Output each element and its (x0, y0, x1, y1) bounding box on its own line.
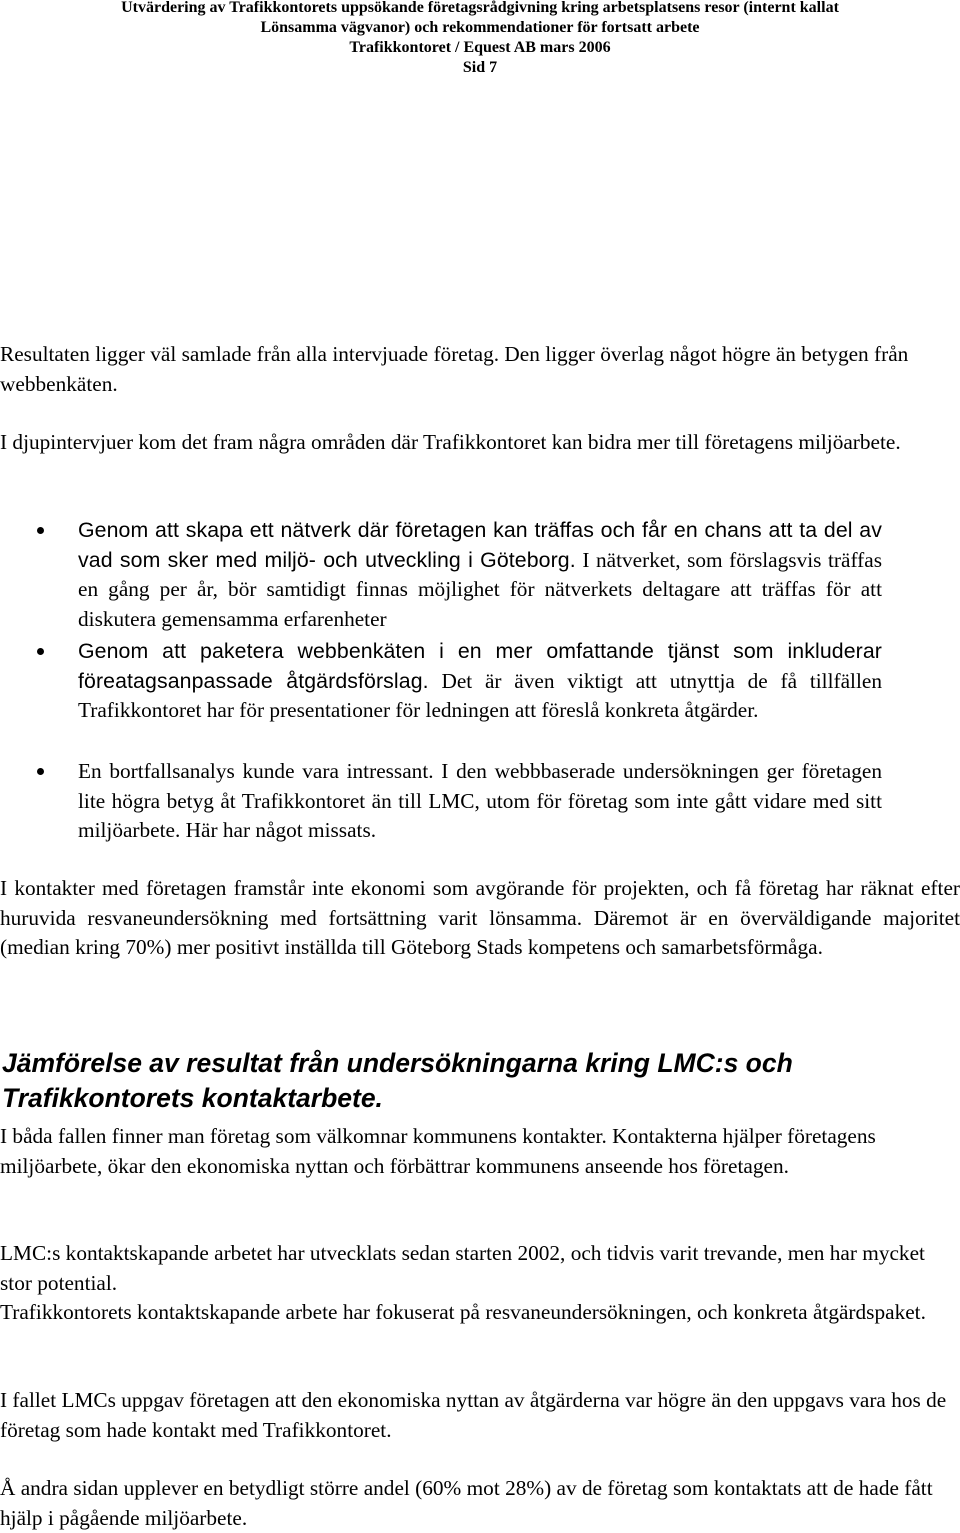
bullet-dot-icon (37, 768, 44, 775)
economic-benefit-paragraph: I fallet LMCs uppgav företagen att den ekonomiska nyttan av åtgärderna var högre än den uppgavs vara hos de företag som hade kontakt med Trafikkontoret. (0, 1388, 947, 1442)
results-paragraph: Resultaten ligger väl samlade från alla intervjuade företag. Den ligger överlag något högre än betygen från webbenkäten. (0, 342, 909, 396)
header-author-date: Trafikkontoret / Equest AB mars 2006 (349, 39, 611, 56)
comparison-paragraph: I båda fallen finner man företag som välkomnar kommunens kontakter. Kontakterna hjälper företagens miljöarbete, ökar den ekonomiska nyttan och förbättrar kommunens anseende hos företagen. (0, 1124, 876, 1178)
bullet-text-network-cont: I nätverket, som förslagsvis träffas en gång per år, bör samtidigt finnas möjlighet för nätverkets deltagare att träffas för att diskutera gemensamma erfarenheter (78, 547, 882, 631)
page-header (0, 0, 960, 78)
bullet-text-dropout: En bortfallsanalys kunde vara intressant. I den webbbaserade undersökningen ger företagen lite högra betyg åt Trafikkontoret än till LMC, utom för företag som inte gått vidare med sitt miljöarbete. Här har något missats. (78, 759, 882, 843)
header-report-title: Utvärdering av Trafikkontorets uppsökande företagsrådgivning kring arbetsplatsens resor (internt kallat (121, 0, 839, 16)
bullet-item-dropout (78, 757, 882, 846)
bullet-item-network (78, 516, 882, 634)
header-report-subtitle: Lönsamma vägvanor) och rekommendationer för fortsatt arbete (260, 19, 700, 36)
bullet-text-network: Genom att skapa ett nätverk där företagen kan träffas och får en chans att ta del av vad som sker med miljö- och utveckling i Göteborg. (78, 518, 882, 572)
economy-paragraph: I kontakter med företagen framstår inte ekonomi som avgörande för projekten, och få företag har räknat efter huruvida resvaneundersökning med fortsättning varit lönsamma. Däremot är en överväldigande majoritet (median kring 70%) mer positivt inställda till Göteborg Stads kompetens och samarbetsförmåga. (0, 876, 960, 960)
bullet-dot-icon (37, 648, 44, 655)
section-heading: Jämförelse av resultat från undersökningarna kring LMC:s och Trafikkontorets kontaktarbete. (2, 1048, 793, 1113)
bullet-text-package-cont: Det är även viktigt att utnyttja de få tillfällen Trafikkontoret har för presentationer för ledningen att föreslå konkreta åtgärder. (78, 668, 882, 723)
page-number: Sid 7 (462, 59, 498, 76)
lmc-paragraph: LMC:s kontaktskapande arbetet har utvecklats sedan starten 2002, och tidvis varit trevande, men har mycket stor potential. (0, 1241, 925, 1295)
trafikkontoret-paragraph: Trafikkontorets kontaktskapande arbete har fokuserat på resvaneundersökningen, och konkreta åtgärdspaket. (0, 1300, 926, 1324)
bullet-dot-icon (37, 527, 44, 534)
help-paragraph: Å andra sidan upplever en betydligt större andel (60% mot 28%) av de företag som kontaktats att de hade fått hjälp i pågående miljöarbete. (0, 1476, 933, 1530)
bullet-item-package (78, 637, 882, 726)
bullet-text-package: Genom att paketera webbenkäten i en mer omfattande tjänst som inkluderar föreatagsanpassade åtgärdsförslag. (78, 639, 882, 693)
interviews-paragraph: I djupintervjuer kom det fram några områden där Trafikkontoret kan bidra mer till företagens miljöarbete. (0, 430, 901, 454)
